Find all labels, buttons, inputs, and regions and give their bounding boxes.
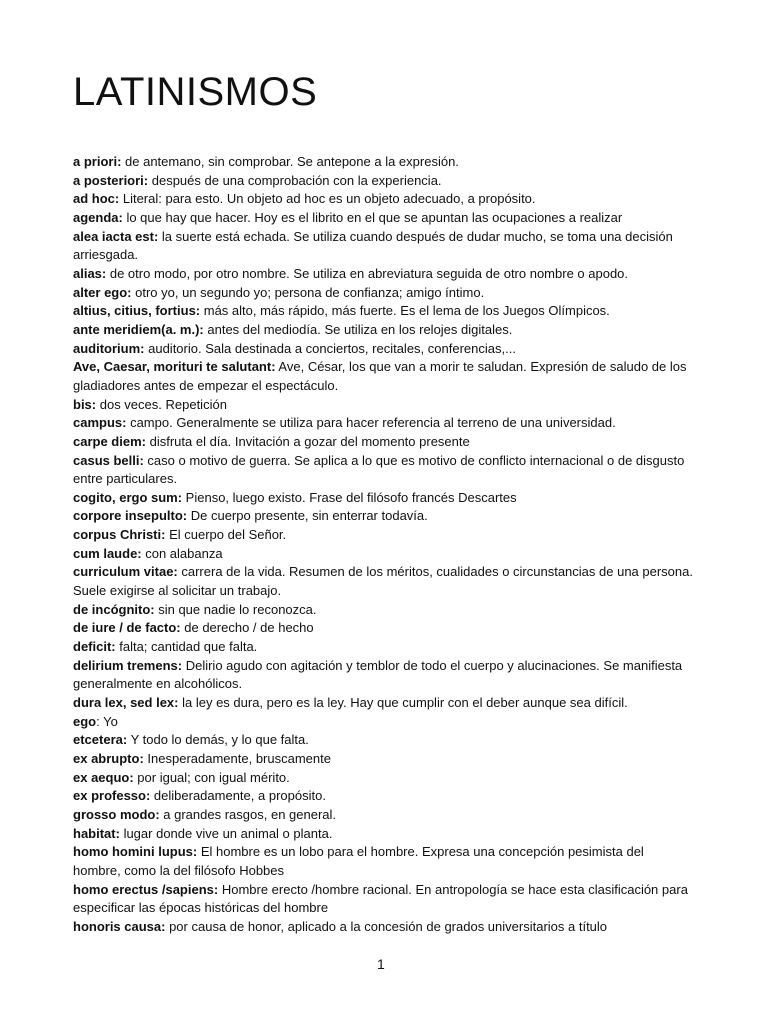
entry-term: cogito, ergo sum:: [73, 489, 183, 505]
glossary-entry: [73, 209, 695, 228]
entry-definition: Literal: para esto. Un objeto ad hoc es un objeto adecuado, a propósito.: [119, 191, 536, 207]
glossary-list: [73, 153, 695, 937]
glossary-entry: [73, 153, 695, 172]
entry-term: ad hoc:: [73, 191, 120, 207]
entry-term: agenda:: [73, 209, 123, 225]
entry-term: auditorium:: [73, 340, 145, 356]
entry-definition: falta; cantidad que falta.: [115, 639, 258, 655]
entry-definition: Pienso, luego existo. Frase del filósofo francés Descartes: [182, 489, 517, 505]
glossary-entry: [73, 843, 695, 880]
entry-definition: de otro modo, por otro nombre. Se utiliza en abreviatura seguida de otro nombre o apodo.: [106, 265, 629, 281]
glossary-entry: [73, 526, 695, 545]
entry-definition: después de una comprobación con la experiencia.: [148, 172, 442, 188]
glossary-entry: [73, 284, 695, 303]
entry-definition: El hombre es un lobo para el hombre. Expresa una concepción pesimista del hombre, como la del filósofo Hobbes: [73, 844, 644, 878]
glossary-entry: [73, 190, 695, 209]
glossary-entry: [73, 340, 695, 359]
entry-definition: carrera de la vida. Resumen de los méritos, cualidades o circunstancias de una persona. Suele exigirse al solicitar un trabajo.: [73, 564, 693, 599]
glossary-entry: [73, 414, 695, 433]
entry-definition: auditorio. Sala destinada a conciertos, recitales, conferencias,...: [144, 340, 516, 356]
entry-definition: campo. Generalmente se utiliza para hacer referencia al terreno de una universidad.: [126, 415, 616, 431]
entry-term: ego: [73, 713, 97, 729]
entry-term: honoris causa:: [73, 918, 166, 934]
entry-term: homo homini lupus:: [73, 844, 198, 860]
entry-term: carpe diem:: [73, 433, 146, 449]
page-number: 1: [377, 956, 385, 972]
entry-term: dura lex, sed lex:: [73, 695, 179, 711]
glossary-entry: [73, 881, 695, 918]
entry-term: curriculum vitae:: [73, 564, 178, 580]
glossary-entry: [73, 657, 695, 694]
entry-definition: Hombre erecto /hombre racional. En antropología se hace esta clasificación para especificar las épocas históricas del hombre: [73, 881, 688, 916]
entry-definition: Inesperadamente, bruscamente: [143, 751, 331, 766]
entry-term: bis:: [73, 396, 97, 412]
glossary-entry: [73, 806, 695, 825]
glossary-entry: [73, 918, 695, 937]
entry-term: cum laude:: [73, 545, 142, 561]
entry-term: delirium tremens:: [73, 657, 183, 673]
entry-definition: más alto, más rápido, más fuerte. Es el lema de los Juegos Olímpicos.: [200, 303, 610, 319]
entry-definition: la suerte está echada. Se utiliza cuando después de dudar mucho, se toma una decisión arriesgada.: [73, 228, 673, 263]
glossary-entry: [73, 321, 695, 340]
glossary-entry: [73, 769, 695, 788]
glossary-entry: [73, 433, 695, 452]
glossary-entry: [73, 396, 695, 415]
entry-definition: deliberadamente, a propósito.: [150, 788, 326, 804]
glossary-entry: [73, 228, 695, 265]
glossary-entry: [73, 731, 695, 750]
glossary-entry: [73, 713, 695, 732]
entry-term: alter ego:: [73, 284, 132, 300]
entry-term: corpus Christi:: [73, 527, 166, 543]
entry-term: alea iacta est:: [73, 228, 159, 244]
entry-term: ex abrupto:: [73, 751, 144, 766]
entry-definition: disfruta el día. Invitación a gozar del momento presente: [145, 433, 470, 449]
entry-term: casus belli:: [73, 452, 144, 468]
entry-definition: dos veces. Repetición: [96, 396, 227, 412]
entry-definition: De cuerpo presente, sin enterrar todavía.: [187, 508, 428, 524]
entry-definition: por igual; con igual mérito.: [133, 769, 290, 785]
entry-term: corpore insepulto:: [73, 508, 188, 524]
entry-definition: lugar donde vive un animal o planta.: [119, 825, 333, 841]
glossary-entry: [73, 694, 695, 713]
glossary-entry: [73, 302, 695, 321]
entry-definition: por causa de honor, aplicado a la concesión de grados universitarios a título: [165, 918, 608, 934]
entry-definition: antes del mediodía. Se utiliza en los relojes digitales.: [203, 321, 513, 337]
entry-term: deficit:: [73, 639, 116, 655]
glossary-entry: [73, 601, 695, 620]
entry-definition: con alabanza: [141, 545, 223, 561]
glossary-entry: [73, 638, 695, 657]
entry-definition: Y todo lo demás, y lo que falta.: [127, 732, 309, 748]
entry-term: Ave, Caesar, morituri te salutant:: [73, 359, 276, 375]
entry-term: ex aequo:: [73, 769, 134, 785]
entry-term: homo erectus /sapiens:: [73, 881, 219, 897]
entry-definition: Delirio agudo con agitación y temblor de todo el cuerpo y alucinaciones. Se manifiesta generalmente en alcohólicos.: [73, 657, 683, 692]
document-title: LATINISMOS: [73, 70, 318, 114]
entry-term: campus:: [73, 415, 127, 431]
entry-term: de iure / de facto:: [73, 620, 181, 636]
entry-definition: Ave, César, los que van a morir te saludan. Expresión de saludo de los gladiadores antes de empezar el espectáculo.: [73, 359, 687, 393]
entry-term: altius, citius, fortius:: [73, 303, 201, 319]
entry-definition: a grandes rasgos, en general.: [159, 806, 337, 822]
entry-term: a priori:: [73, 154, 122, 169]
entry-term: grosso modo:: [73, 806, 160, 822]
entry-term: etcetera:: [73, 732, 128, 748]
entry-term: ante meridiem(a. m.):: [73, 321, 204, 337]
entry-term: de incógnito:: [73, 601, 155, 617]
entry-definition: : Yo: [96, 713, 118, 729]
glossary-entry: [73, 507, 695, 526]
glossary-entry: [73, 358, 695, 395]
entry-term: habitat:: [73, 825, 120, 841]
entry-term: ex professo:: [73, 788, 151, 804]
glossary-entry: [73, 787, 695, 806]
glossary-entry: [73, 825, 695, 844]
glossary-entry: [73, 172, 695, 191]
entry-definition: El cuerpo del Señor.: [165, 527, 287, 543]
entry-definition: sin que nadie lo reconozca.: [154, 601, 317, 617]
glossary-entry: [73, 619, 695, 638]
glossary-entry: [73, 563, 695, 600]
glossary-entry: [73, 750, 695, 769]
entry-definition: de antemano, sin comprobar. Se antepone a la expresión.: [121, 154, 459, 169]
glossary-entry: [73, 545, 695, 564]
entry-definition: lo que hay que hacer. Hoy es el librito en el que se apuntan las ocupaciones a realizar: [122, 209, 623, 225]
glossary-entry: [73, 265, 695, 284]
entry-term: alias:: [73, 265, 107, 281]
entry-definition: otro yo, un segundo yo; persona de confianza; amigo íntimo.: [131, 284, 485, 300]
entry-definition: de derecho / de hecho: [180, 620, 314, 636]
glossary-entry: [73, 489, 695, 508]
entry-definition: la ley es dura, pero es la ley. Hay que cumplir con el deber aunque sea difícil.: [178, 695, 628, 711]
entry-definition: caso o motivo de guerra. Se aplica a lo que es motivo de conflicto internacional o de disgusto entre particulares.: [73, 452, 685, 487]
entry-term: a posteriori:: [73, 172, 149, 188]
glossary-entry: [73, 452, 695, 489]
